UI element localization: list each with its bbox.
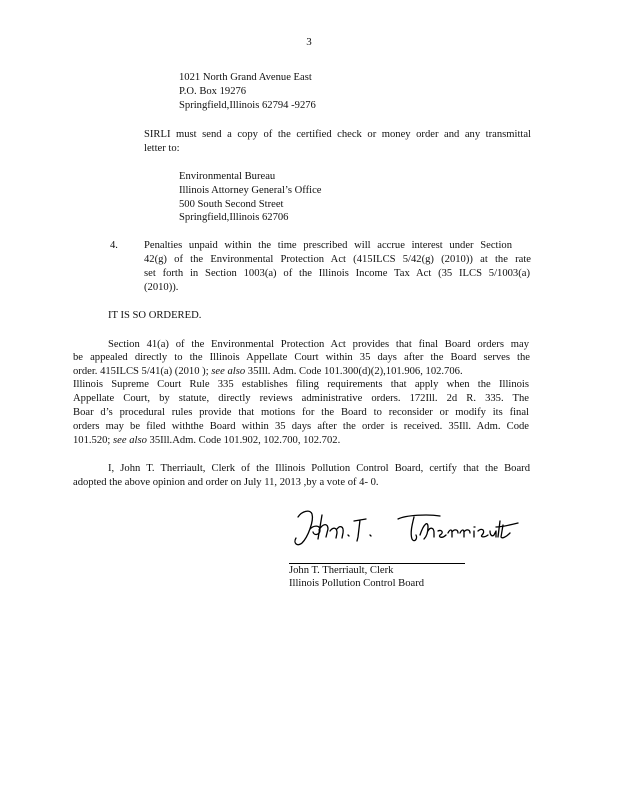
address-line: 500 South Second Street xyxy=(179,199,284,210)
page-number: 3 xyxy=(306,36,312,48)
paragraph-line: Boar d’s procedural rules provide that motions for the Board to reconsider or modify its final xyxy=(73,407,529,418)
item-number: 4. xyxy=(110,240,118,251)
citation-text: 101.520; xyxy=(73,435,111,446)
paragraph-line: Illinois Supreme Court Rule 335 establishes filing requirements that apply when the Illinois xyxy=(73,379,529,390)
address-line: 1021 North Grand Avenue East xyxy=(179,72,312,83)
item-text-line: 42(g) of the Environmental Protection Act (415ILCS 5/42(g) (2010)) at the rate xyxy=(144,254,531,265)
sirli-instruction-line: SIRLI must send a copy of the certified check or money order and any transmittal xyxy=(144,129,531,140)
signatory-organization: Illinois Pollution Control Board xyxy=(289,578,425,589)
citation-text: order. 415ILCS 5/41(a) (2010 ); xyxy=(73,366,209,377)
item-text-line: (2010)). xyxy=(144,282,179,293)
address-line: Springfield,Illinois 62706 xyxy=(179,212,289,223)
citation-text: 35Ill. Adm. Code 101.300(d)(2),101.906, 102.706. xyxy=(247,366,463,377)
paragraph-line: Appellate Court, by statute, directly reviews administrative orders. 172Ill. 2d R. 335. The xyxy=(73,393,529,404)
sirli-instruction-line: letter to: xyxy=(144,143,180,154)
ordered-statement: IT IS SO ORDERED. xyxy=(108,310,202,321)
certification-line: I, John T. Therriault, Clerk of the Illinois Pollution Control Board, certify that the Board xyxy=(108,463,530,474)
item-text-line: Penalties unpaid within the time prescribed will accrue interest under Section xyxy=(144,240,512,251)
signatory-name: John T. Therriault, Clerk xyxy=(289,565,394,576)
paragraph-line xyxy=(73,434,340,448)
address-line: Illinois Attorney General’s Office xyxy=(179,185,322,196)
address-line: Environmental Bureau xyxy=(179,171,276,182)
address-line: Springfield,Illinois 62794 -9276 xyxy=(179,100,316,111)
citation-text: 35Ill.Adm. Code 101.902, 102.700, 102.702. xyxy=(149,435,341,446)
item-text-line: set forth in Section 1003(a) of the Illinois Income Tax Act (35 ILCS 5/1003(a) xyxy=(144,268,530,279)
certification-line: adopted the above opinion and order on July 11, 2013 ,by a vote of 4- 0. xyxy=(73,477,379,488)
see-also-italic: see also xyxy=(113,435,147,446)
see-also-italic: see also xyxy=(211,366,246,377)
paragraph-line: Section 41(a) of the Environmental Protection Act provides that final Board orders may xyxy=(108,339,529,350)
handwritten-signature xyxy=(288,505,528,555)
paragraph-line: be appealed directly to the Illinois Appellate Court within 35 days after the Board serves the xyxy=(73,352,530,363)
paragraph-line: orders may be filed withthe Board within 35 days after the order is received. 35Ill. Adm. Code xyxy=(73,421,529,432)
address-line: P.O. Box 19276 xyxy=(179,86,247,97)
paragraph-line xyxy=(73,365,463,379)
